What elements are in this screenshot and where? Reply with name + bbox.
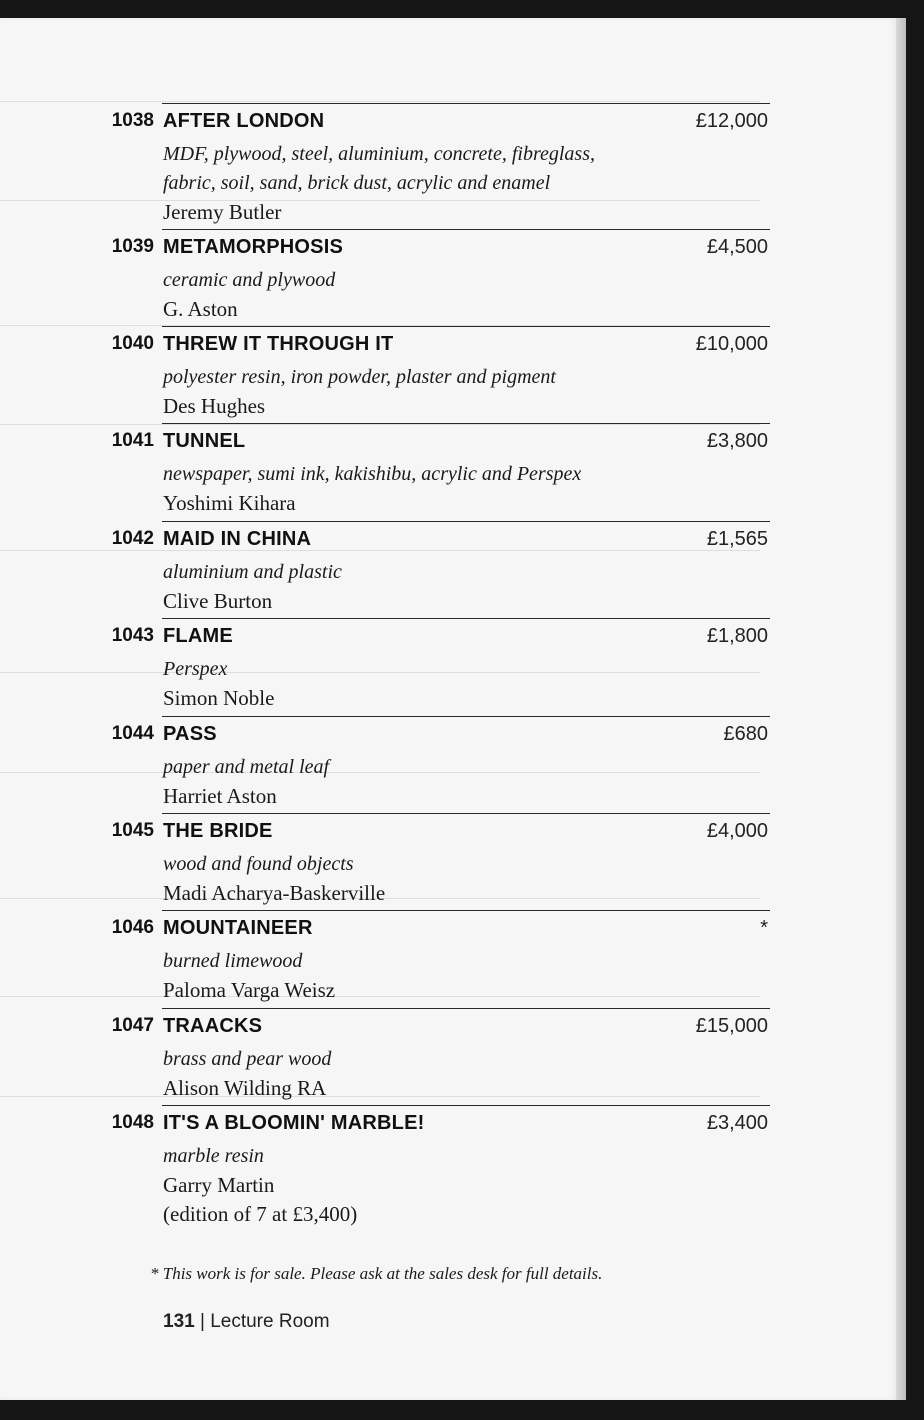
artwork-materials: MDF, plywood, steel, aluminium, concrete, fibreglass, fabric, soil, sand, brick dust, acrylic and enamel [163,143,595,194]
lot-number: 1044 [111,723,154,744]
artwork-materials: polyester resin, iron powder, plaster and pigment [163,366,556,388]
artwork-title: MAID IN CHINA [163,528,312,550]
artist-name: G. Aston [163,297,238,321]
artwork-price: £12,000 [695,110,768,132]
edition-note: (edition of 7 at £3,400) [163,1202,358,1226]
artwork-price: £15,000 [695,1015,768,1037]
page-footer [163,1311,330,1333]
page-number: 131 [163,1311,195,1332]
entry-divider [162,326,770,327]
artist-name: Jeremy Butler [163,200,282,224]
artwork-materials: paper and metal leaf [163,756,330,778]
entry-divider [162,423,770,424]
entry-divider [162,618,770,619]
artwork-materials: wood and found objects [163,853,354,875]
artwork-materials: newspaper, sumi ink, kakishibu, acrylic and Perspex [163,463,582,485]
footnote: * This work is for sale. Please ask at the sales desk for full details. [150,1264,603,1283]
artwork-materials: aluminium and plastic [163,561,342,583]
catalogue-page [0,18,898,1400]
artist-name: Garry Martin [163,1173,275,1197]
show-through-rule [0,996,760,997]
artwork-title: THE BRIDE [163,820,273,842]
artwork-title: AFTER LONDON [163,110,325,132]
lot-number: 1038 [111,110,154,131]
entry-divider [162,716,770,717]
footer-separator: | [194,1311,211,1332]
lot-number: 1043 [111,625,154,646]
lot-number: 1040 [111,333,154,354]
artwork-materials: Perspex [163,658,228,680]
artwork-title: PASS [163,723,217,745]
artwork-price: * [760,917,768,939]
show-through-rule [0,101,760,102]
lot-number: 1048 [111,1112,154,1133]
entry-divider [162,1105,770,1106]
lot-number: 1042 [111,528,154,549]
artwork-title: IT'S A BLOOMIN' MARBLE! [163,1112,425,1134]
artwork-price: £4,000 [706,820,768,842]
entry-divider [162,103,770,104]
artist-name: Paloma Varga Weisz [163,978,336,1002]
artwork-materials: burned limewood [163,950,303,972]
entry-divider [162,1008,770,1009]
artwork-title: FLAME [163,625,233,647]
page-edge [896,18,906,1400]
artwork-price: £4,500 [706,236,768,258]
show-through-rule [0,200,760,201]
artwork-materials: ceramic and plywood [163,269,336,291]
artwork-title: TRAACKS [163,1015,263,1037]
artist-name: Madi Acharya-Baskerville [163,881,386,905]
artist-name: Simon Noble [163,686,275,710]
artwork-price: £1,800 [706,625,768,647]
artwork-price: £680 [723,723,768,745]
artwork-materials: marble resin [163,1145,264,1167]
artwork-title: THREW IT THROUGH IT [163,333,394,355]
artwork-price: £3,400 [706,1112,768,1134]
artwork-title: MOUNTAINEER [163,917,313,939]
artwork-price: £10,000 [695,333,768,355]
lot-number: 1045 [111,820,154,841]
show-through-rule [0,424,760,425]
lot-number: 1039 [111,236,154,257]
artist-name: Alison Wilding RA [163,1076,327,1100]
artwork-price: £3,800 [706,430,768,452]
artwork-title: METAMORPHOSIS [163,236,344,258]
footer-section: Lecture Room [210,1311,330,1332]
entry-divider [162,229,770,230]
entry-divider [162,813,770,814]
lot-number: 1041 [111,430,154,451]
entry-divider [162,521,770,522]
entry-divider [162,910,770,911]
lot-number: 1046 [111,917,154,938]
artwork-title: TUNNEL [163,430,246,452]
artist-name: Clive Burton [163,589,273,613]
artist-name: Des Hughes [163,394,266,418]
artwork-materials: brass and pear wood [163,1048,332,1070]
artist-name: Harriet Aston [163,784,277,808]
lot-number: 1047 [111,1015,154,1036]
artist-name: Yoshimi Kihara [163,491,296,515]
show-through-rule [0,1096,760,1097]
show-through-rule [0,550,760,551]
artwork-price: £1,565 [706,528,768,550]
